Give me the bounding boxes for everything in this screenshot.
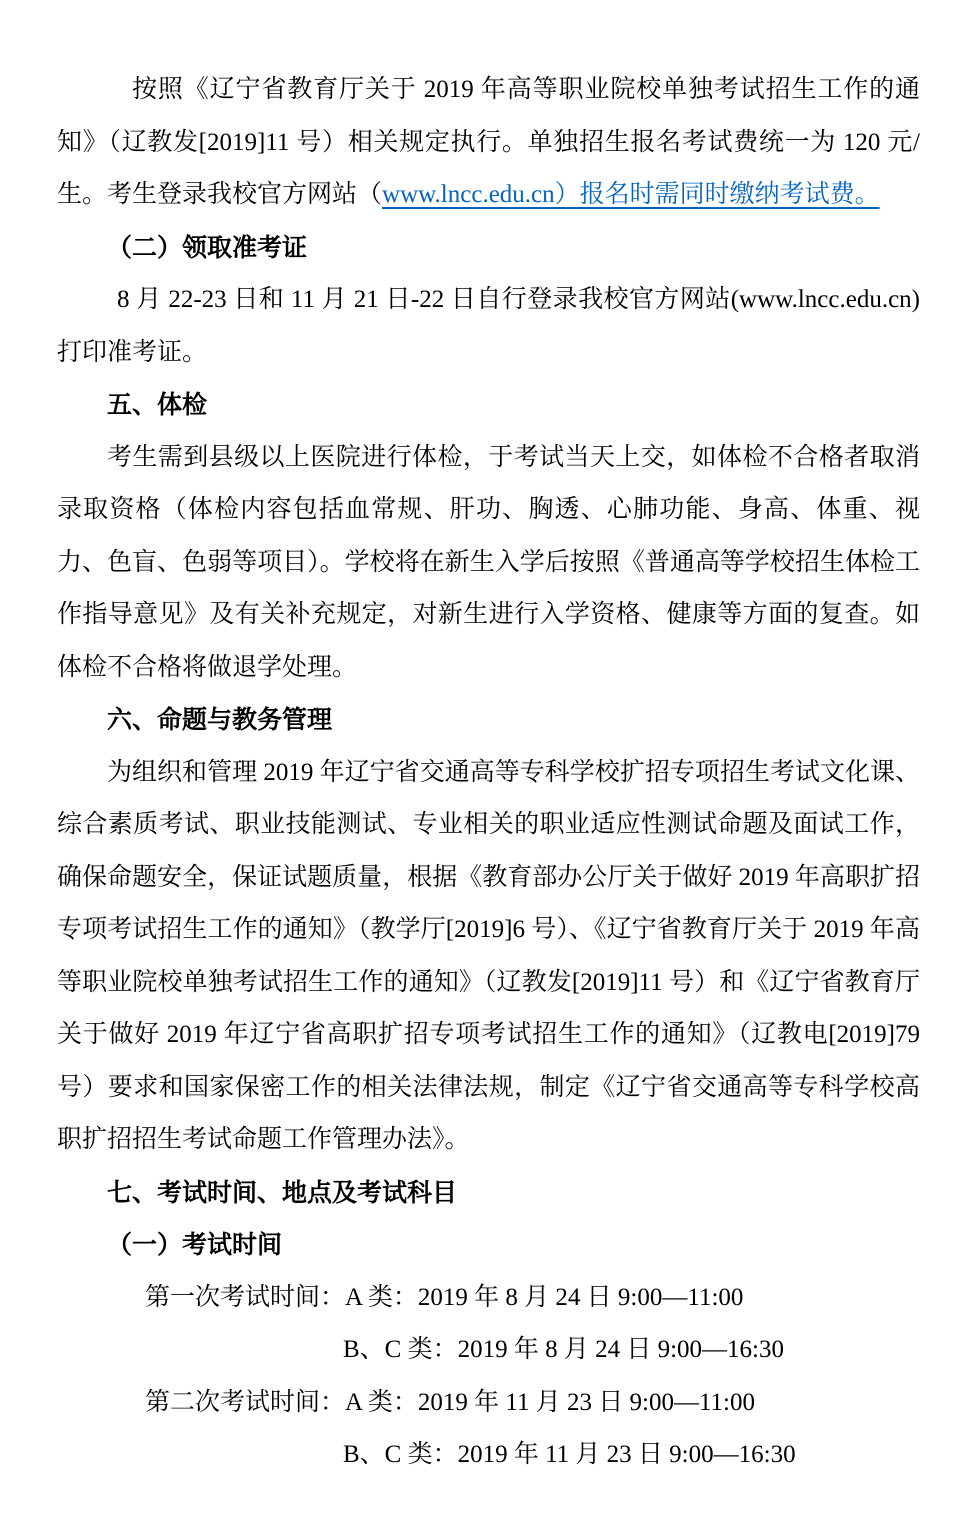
heading-exam-schedule: 七、考试时间、地点及考试科目 xyxy=(107,1178,458,1207)
exam-time-second-a: 第二次考试时间：A 类：2019 年 11 月 23 日 9:00—11:00 xyxy=(145,1388,755,1416)
heading-proposition-management: 六、命题与教务管理 xyxy=(107,706,333,734)
heading-exam-time: （一）考试时间 xyxy=(107,1231,283,1259)
paragraph-physical-examination: 考生需到县级以上医院进行体检，于考试当天上交，如体检不合格者取消录取资格（体检内容包括血常规、肝功、胸透、心肺功能、身高、体重、视力、色盲、色弱等项目）。学校将在新生入学后按照《普通高等学校招生体检工作指导意见》及有关补充规定，对新生进行入学资格、健康等方面的复查。如体检不合格将做退学处理。 xyxy=(57,443,920,681)
heading-receive-admission-ticket: （二）领取准考证 xyxy=(107,233,308,262)
exam-time-second-bc: B、C 类：2019 年 11 月 23 日 9:00—16:30 xyxy=(343,1441,796,1468)
exam-time-first-bc: B、C 类：2019 年 8 月 24 日 9:00—16:30 xyxy=(343,1336,784,1363)
heading-physical-examination: 五、体检 xyxy=(107,391,208,419)
paragraph-fee-regulation xyxy=(57,64,920,222)
paragraph-print-admission-ticket: 8 月 22-23 日和 11 月 21 日-22 日自行登录我校官方网站(www.lncc.edu.cn)打印准考证。 xyxy=(57,286,920,366)
registration-payment-link[interactable]: www.lncc.edu.cn）报名时需同时缴纳考试费。 xyxy=(382,181,880,208)
exam-time-first-a: 第一次考试时间：A 类：2019 年 8 月 24 日 9:00—11:00 xyxy=(145,1283,744,1311)
fee-regulation-text: 按照《辽宁省教育厅关于 2019 年高等职业院校单独考试招生工作的通知》（辽教发[2019]11 号）相关规定执行。单独招生报名考试费统一为 120 元/生。考生登录我校官方网站（ xyxy=(57,76,920,208)
paragraph-proposition-management: 为组织和管理 2019 年辽宁省交通高等专科学校扩招专项招生考试文化课、综合素质考试、职业技能测试、专业相关的职业适应性测试命题及面试工作，确保命题安全，保证试题质量，根据《教育部办公厅关于做好 2019 年高职扩招专项考试招生工作的通知》（教学厅[2019]6 号）、《辽宁省教育厅关于 2019 年高等职业院校单独考试招生工作的通知》（辽教发[2019]11 号）和《辽宁省教育厅关于做好 2019 年辽宁省高职扩招专项考试招生工作的通知》（辽教电[2019]79 号）要求和国家保密工作的相关法律法规，制定《辽宁省交通高等专科学校高职扩招招生考试命题工作管理办法》。 xyxy=(57,758,920,1153)
